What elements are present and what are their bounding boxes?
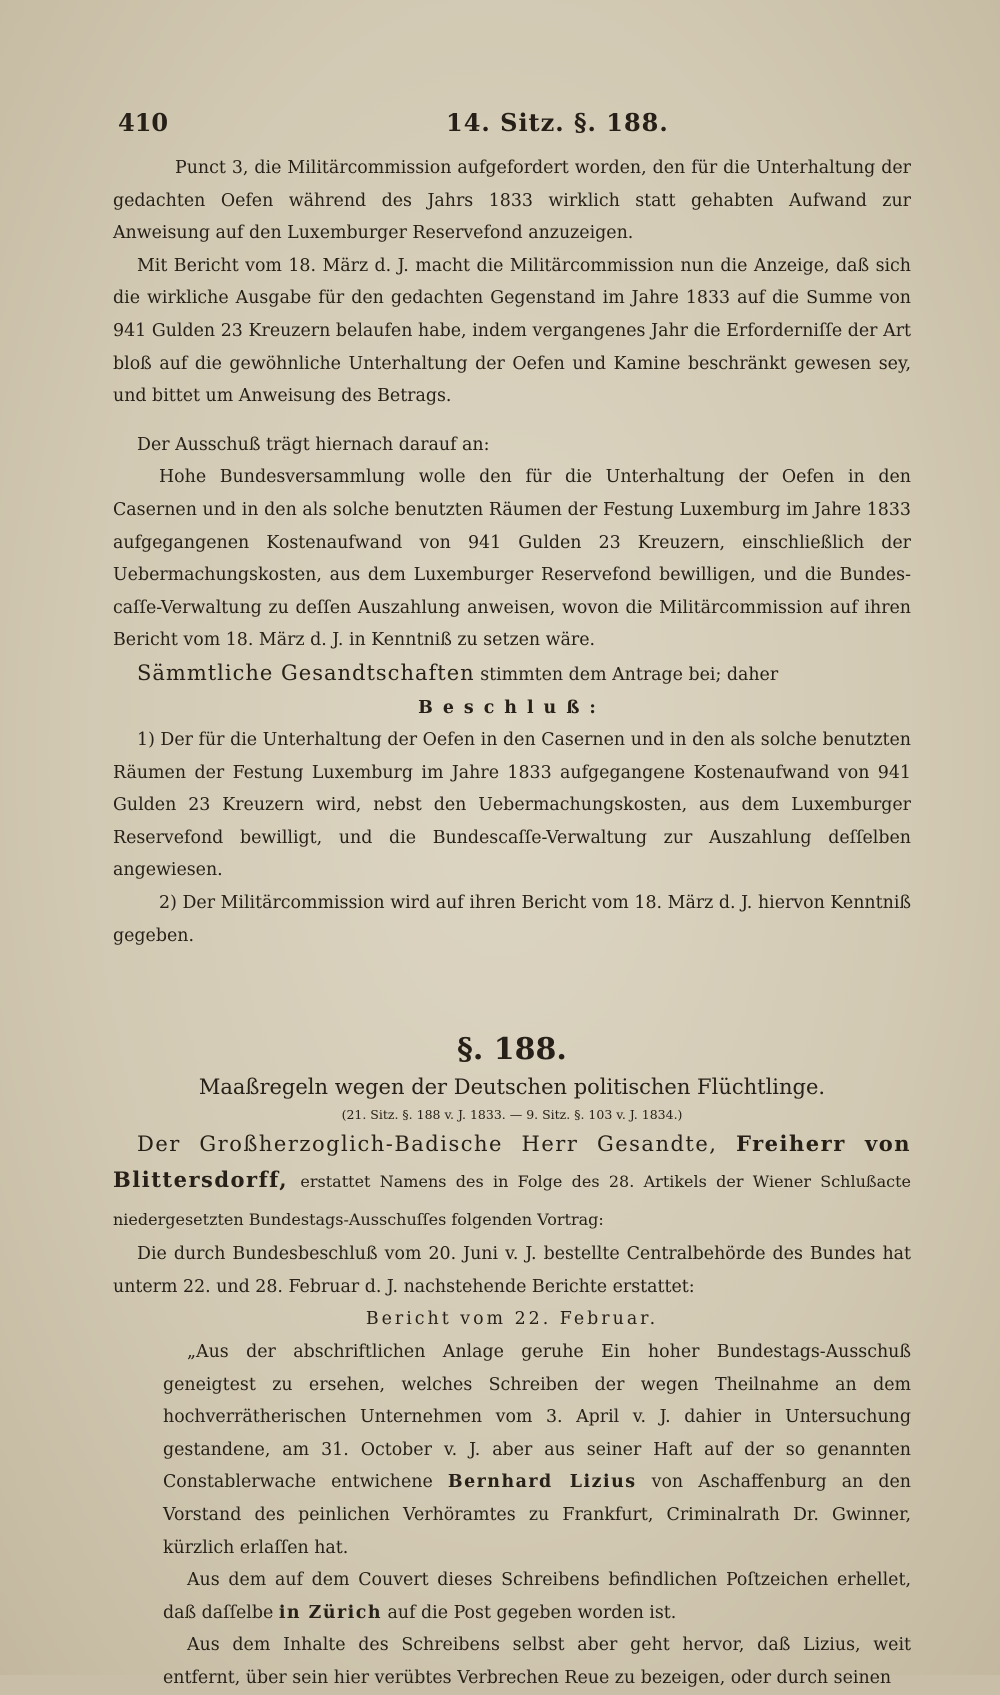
report-heading: Bericht vom 22. Februar. bbox=[365, 1309, 659, 1330]
vote-text: stimmten dem Antrage bei; daher bbox=[480, 664, 779, 685]
section-reference: (21. Sitz. §. 188 v. J. 1833. — 9. Sitz. §. 103 v. J. 1834.) bbox=[341, 1107, 683, 1123]
section-title: Maaßregeln wegen der Deutschen politischen Flüchtlinge. bbox=[198, 1075, 826, 1100]
page-number: 410 bbox=[118, 108, 169, 137]
paragraph: Punct 3, die Militärcommission aufgefordert worden, den für die Unterhaltung der gedachten Oefen während des Jahrs 1833 wirklich statt gehabten Aufwand zur Anweisung auf den Luxemburger Reservefond anzuzeigen. bbox=[113, 158, 911, 244]
quote-paragraph: Aus dem Inhalte des Schreibens selbst aber geht hervor, daß Lizius, weit entfernt, über sein hier verübtes Verbrechen Reue zu bezeigen, oder durch seinen bbox=[163, 1635, 911, 1688]
page-body bbox=[113, 152, 911, 1695]
section-number: §. 188. bbox=[457, 1032, 567, 1068]
vote-paragraph bbox=[113, 657, 911, 692]
page-header bbox=[118, 108, 908, 144]
quote-paragraph bbox=[163, 1336, 911, 1564]
lead-text: erstattet Namens des in Folge des 28. Artikels der Wiener Schlußacte niedergesetzten Bundestags-Ausschuſſes folgenden Vortrag: bbox=[113, 1172, 911, 1230]
quote-text: Aus dem auf dem Couvert dieses Schreibens befindlichen Poſtzeichen erhellet, daß daſſelbe bbox=[163, 1570, 911, 1623]
paragraph: Mit Bericht vom 18. März d. J. macht die Militärcommission nun die Anzeige, daß sich die wirkliche Ausgabe für den gedachten Gegenstand im Jahre 1833 auf die Summe von 941 Gulden 23 Kreuzern belaufen habe, indem vergangenes Jahr die Erforderniſſe der Art bloß auf die gewöhnliche Unterhaltung der Oefen und Kamine beschränkt gewesen sey, und bittet um Anweisung des Betrags. bbox=[113, 255, 911, 407]
report-quote bbox=[163, 1336, 911, 1695]
delegations-label: Sämmtliche Gesandtschaften bbox=[137, 660, 475, 685]
speaker-name: Freiherr von Blittersdorff, bbox=[113, 1131, 911, 1193]
quote-paragraph bbox=[163, 1564, 911, 1629]
resolution-heading: Beschluß: bbox=[418, 697, 606, 718]
quote-text: von Aschaffenburg an den Vorstand des peinlichen Verhöramtes zu Frankfurt, Criminalrath Dr. Gwinner, kürzlich erlaſſen hat. bbox=[163, 1472, 911, 1558]
lead-paragraph bbox=[113, 1126, 911, 1238]
quote-text: auf die Post gegeben worden ist. bbox=[387, 1602, 677, 1623]
motion-paragraph: Hohe Bundesversammlung wolle den für die Unterhaltung der Oefen in den Casernen und in den als solche benutzten Räumen der Festung Luxemburg im Jahre 1833 aufgegangenen Kostenaufwand von 941 Gulden 23 Kreuzern, einschließlich der Uebermachungskosten, aus dem Luxemburger Reservefond bewilligen, und die Bundes-caſſe-Verwaltung zu deſſen Auszahlung anweisen, wovon die Militärcommission auf ihren Bericht vom 18. März d. J. in Kenntniß zu setzen wäre. bbox=[113, 467, 911, 651]
place-name: in Zürich bbox=[278, 1602, 382, 1623]
quote-text: „Aus der abschriftlichen Anlage geruhe Ein hoher Bundestags-Ausschuß geneigtest zu ersehen, welches Schreiben der wegen Theilnahme an dem hochverrätherischen Unternehmen vom 3. April v. J. dahier in Untersuchung gestandene, am 31. October v. J. aber aus seiner Haft auf der so genannten Constablerwache entwichene bbox=[163, 1342, 911, 1493]
speaker: Der Großherzoglich-Badische Herr Gesandte, bbox=[137, 1132, 718, 1157]
running-title: 14. Sitz. §. 188. bbox=[446, 108, 669, 137]
resolution-item: 2) Der Militärcommission wird auf ihren Bericht vom 18. März d. J. hiervon Kenntniß gegeben. bbox=[113, 893, 911, 946]
paragraph: Die durch Bundesbeschluß vom 20. Juni v. J. bestellte Centralbehörde des Bundes hat unterm 22. und 28. Februar d. J. nachstehende Berichte erstattet: bbox=[113, 1244, 911, 1297]
resolution-item: 1) Der für die Unterhaltung der Oefen in den Casernen und in den als solche benutzten Räumen der Festung Luxemburg im Jahre 1833 aufgegangene Kostenaufwand von 941 Gulden 23 Kreuzern wird, nebst den Uebermachungskosten, aus dem Luxemburger Reservefond bewilligt, und die Bundescaſſe-Verwaltung zur Auszahlung deſſelben angewiesen. bbox=[113, 730, 911, 881]
person-name: Bernhard Lizius bbox=[447, 1472, 637, 1493]
paragraph: Der Ausschuß trägt hiernach darauf an: bbox=[137, 434, 490, 455]
